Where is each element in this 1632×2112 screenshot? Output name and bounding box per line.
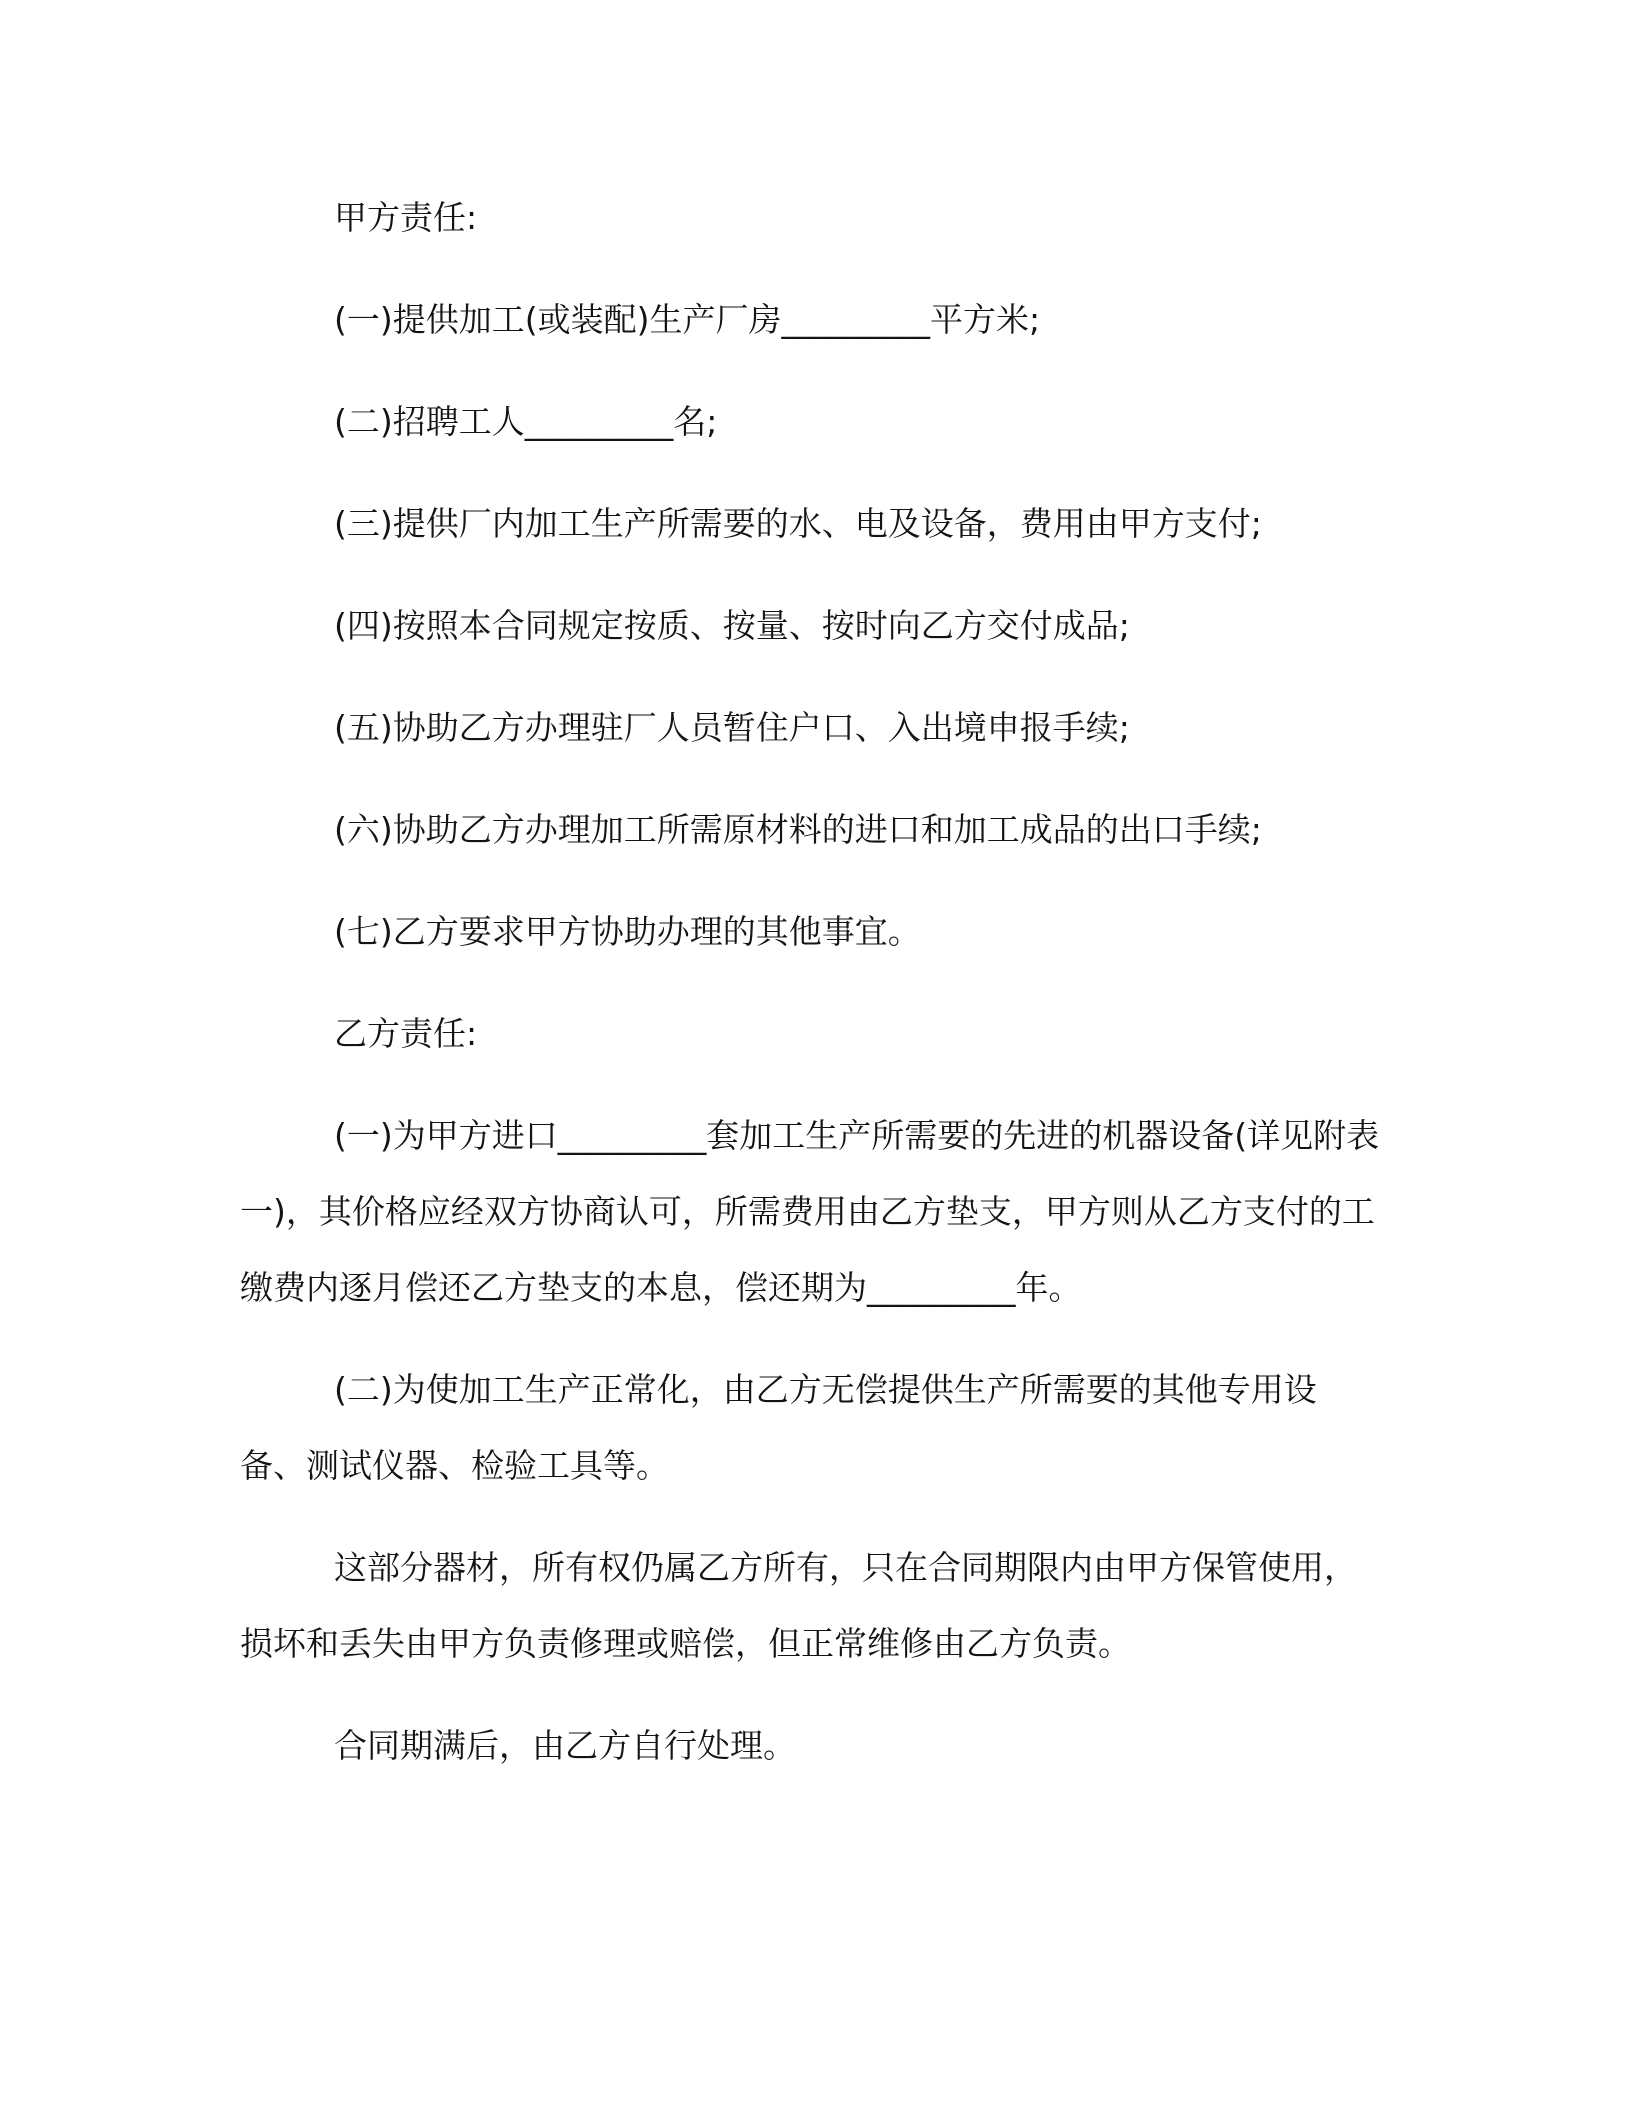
party-b-clause-2: (二)为使加工生产正常化，由乙方无偿提供生产所需要的其他专用设备、测试仪器、检验工具等。 (240, 1370, 1317, 1485)
section-heading-party-a: 甲方责任: (334, 198, 478, 237)
party-a-clause-4: (四)按照本合同规定按质、按量、按时向乙方交付成品; (334, 606, 1130, 645)
equipment-ownership-paragraph: 这部分器材，所有权仍属乙方所有，只在合同期限内由甲方保管使用，损坏和丢失由甲方负责修理或赔偿，但正常维修由乙方负责。 (240, 1548, 1357, 1663)
party-a-clause-3: (三)提供厂内加工生产所需要的水、电及设备，费用由甲方支付; (334, 504, 1262, 543)
party-b-clause-1: (一)为甲方进口_________套加工生产所需要的先进的机器设备(详见附表一)，其价格应经双方协商认可，所需费用由乙方垫支，甲方则从乙方支付的工缴费内逐月偿还乙方垫支的本息，偿还期为_________年。 (240, 1116, 1380, 1307)
section-heading-party-b: 乙方责任: (334, 1014, 478, 1053)
party-a-clause-2: (二)招聘工人_________名; (334, 402, 718, 441)
document-body (240, 180, 1380, 1810)
contract-expiry-paragraph: 合同期满后，由乙方自行处理。 (334, 1726, 796, 1765)
party-a-clause-7: (七)乙方要求甲方协助办理的其他事宜。 (334, 912, 921, 951)
party-a-clause-1: (一)提供加工(或装配)生产厂房_________平方米; (334, 300, 1041, 339)
party-a-clause-5: (五)协助乙方办理驻厂人员暂住户口、入出境申报手续; (334, 708, 1130, 747)
party-a-clause-6: (六)协助乙方办理加工所需原材料的进口和加工成品的出口手续; (334, 810, 1262, 849)
